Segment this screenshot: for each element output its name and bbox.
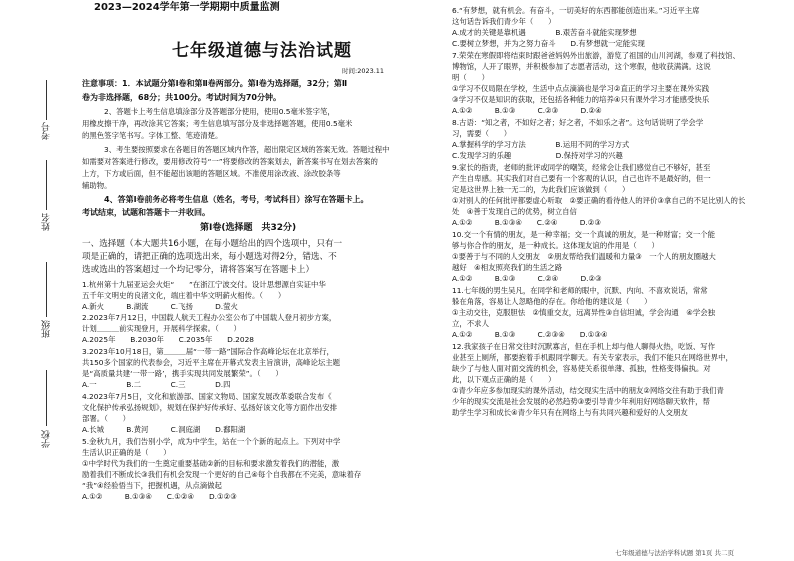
label-xingming: 姓名 xyxy=(42,213,52,231)
fill-line-xuexiao xyxy=(46,370,47,426)
option-line: C.发现学习的乐趣 D.保持对学习的兴趣 xyxy=(452,151,623,160)
option-line: A.掌握科学的学习方法 B.运用不同的学习方式 xyxy=(452,140,630,149)
question-line: 业甚至上厕所，都要抱着手机跟同学聊天。有关专家表示，我们不能只在网络世界中， xyxy=(452,353,733,362)
question-line: 7.荣荣在寒假即将结束时跟爸爸妈妈外出旅游，游览了祖国的山川河湖，参观了科技馆、 xyxy=(452,51,740,60)
option-line: A.①② B.①③④ C.①②④ D.①②③ xyxy=(82,492,237,501)
option-line: A.长城 B.黄河 C.洞庭湖 D.鄱阳湖 xyxy=(82,425,246,434)
question-line: 12.我家孩子在日常交往时沉默寡言，但在手机上却与他人聊得火热，吃饭、写作 xyxy=(452,342,716,351)
question-line: 部署。（ ） xyxy=(82,414,131,423)
question-line: ①学习不仅局限在学校，生活中点点滴滴也是学习②直正的学习主要在课外实践 xyxy=(452,84,710,93)
option-line: A.新火 B.湖流 C.飞扬 D.萤火 xyxy=(82,302,238,311)
question-line: 立，不求人 xyxy=(452,319,489,328)
question-line: 助学生学习和成长④青少年只有在网络上与有共同兴趣和爱好的人交朋友 xyxy=(452,408,688,417)
note-line: 的黑色签字笔书写。字体工整、笔迹清楚。 xyxy=(82,131,223,140)
exam-time: 时间:2023.11 xyxy=(342,67,385,75)
question-line: 躲在角落，容易让人忽略他的存在。你给他的建议是（ ） xyxy=(452,297,652,306)
right-column xyxy=(452,0,782,561)
label-banji: 班级 xyxy=(42,320,52,338)
question-line: 够与你合作的朋友，是一种成长。这体现友谊的作用是（ ） xyxy=(452,241,659,250)
question-line: 越好 ④相友照亮我们的生活之路 xyxy=(452,263,563,272)
exam-title: 2023—2024学年第一学期期中质量监测 xyxy=(94,2,280,13)
question-line: 定是这世界上独一无二的，为此我们应该做到（ ） xyxy=(452,185,630,194)
question-line: 1.杭州第十九届亚运会火炬“ ”在浙江宁波交付。设计思想源自实证中华 xyxy=(82,280,326,289)
question-line: 4.2023年7月5日，文化和旅游部、国家文物局、国家发展改革委联合发布《 xyxy=(82,392,332,401)
fill-line-xingming xyxy=(46,160,47,210)
question-line: 五千年文明史的良渚文化，端庄着中华文明薪火相传。（ ） xyxy=(82,291,286,300)
option-line: A.成才的关键是靠机遇 B.艰苦奋斗就能实现梦想 xyxy=(452,28,637,37)
question-line: ③学习不仅是知识的获取，还包括各种能力的培养④只有课外学习才能感受快乐 xyxy=(452,95,710,104)
note-line: 如需要对答案进行修改，要用修改符号“一”将要修改的答案划去，新答案书写在划去答案的 xyxy=(82,157,378,166)
subject-title: 七年级道德与法治试题 xyxy=(172,41,352,61)
note-line: 考试结束，试题和答题卡一并收回。 xyxy=(82,208,210,217)
question-line: ①中学时代为我们的一生奠定重要基础②新的目标和要求激发着我们的潜能，激 xyxy=(82,459,340,468)
label-kaohao: 考号 xyxy=(42,122,52,140)
question-line: 文化保护传承弘扬规划》，规划在保护好传承好、弘扬好该文化等方面作出安排 xyxy=(82,403,337,412)
note-line: 2、答题卡上考生信息填涂部分及答题部分使用，使用0.5毫米签字笔， xyxy=(104,107,335,116)
question-line: 5.金秋九月，我们告别小学，成为中学生，站在一个个新的起点上。下列对中学 xyxy=(82,437,341,446)
question-line: 励着我们不断成长③我们有机会发现一个更好的自己④每个自我都在不完美，意味着存 xyxy=(82,470,362,479)
note-line: 用橡皮擦干净，再改涂其它答案；考生信息填写部分及非选择题答题，使用0.5毫米 xyxy=(82,119,353,128)
note-line: 上方，下方或后面，但不能超出该题的答题区域。不准使用涂改液、涂改胶条等 xyxy=(82,169,341,178)
question-line: “我”④经验悟当下，把握机遇，从点滴做起 xyxy=(82,481,222,490)
option-line: A.一 B.二 C.三 D.四 xyxy=(82,380,231,389)
question-line: ①青少年应多参加现实的课外活动，结交现实生活中的朋友②网络交往有助于我们青 xyxy=(452,386,724,395)
question-line: ①对别人的任何批评都要虚心听取 ②要正确的看待他人的评价③拿自己的不足比别人的长 xyxy=(452,196,746,205)
question-line: 共150多个国家的代表参会，习近平主席在开幕式发表主旨演讲，高峰论坛主题 xyxy=(82,358,341,367)
question-line: 生活认识正确的是（ ） xyxy=(82,448,171,457)
note-line: 3、考生要按照要求在各题目的答题区域内作答，超出限定区域的答案无效。答题过程中 xyxy=(104,145,390,154)
fill-line-kaohao xyxy=(46,80,47,120)
question-line: 明（ ） xyxy=(452,73,489,82)
question-line: 6.“有梦想，就有机会。有奋斗，一切美好的东西都能创造出来。”习近平主席 xyxy=(452,6,700,15)
section-intro-line: 选或选出的答案超过一个均记零分，请将答案写在答题卡上） xyxy=(82,265,315,275)
option-line: A.①② B.①③ C.②④ D.②③ xyxy=(452,274,602,283)
option-line: A.①② B.①③ C.②③④ D.①③④ xyxy=(452,330,608,339)
label-xuexiao: 学校 xyxy=(42,430,52,448)
question-line: 3.2023年10月18日，第＿＿＿届“一带一路”国际合作高峰论坛在北京举行， xyxy=(82,347,334,356)
left-column xyxy=(82,0,442,561)
question-line: 10.交一个有情的朋友，是一种幸福；交一个真诚的朋友，是一种财富；交一个能 xyxy=(452,230,716,239)
question-line: 缺少了与他人面对面交流的机会，容易使关系很单薄、孤独，性格变得偏执。对 xyxy=(452,364,711,373)
note-line: 辅助物。 xyxy=(82,181,112,190)
question-line: 计划＿＿＿前实现登月，开展科学探索。（ ） xyxy=(82,324,241,333)
question-line: 少年的现实交流是社会发展的必然趋势③要引导青少年利用好网络聊天软件，帮 xyxy=(452,397,710,406)
question-line: 此，以下观点正确的是（ ） xyxy=(452,375,556,384)
question-line: 博物馆，人开了眼界，并积极参加了志愿者活动，这个寒假，他收获满满。这说 xyxy=(452,62,711,71)
page-footer: 七年级道德与法治学科试题 第1页 共二页 xyxy=(615,549,734,557)
option-line: C.要树立梦想，并为之努力奋斗 D.有梦想就一定能实现 xyxy=(452,39,645,48)
option-line: A.①② B.①③ C.②③ D.②④ xyxy=(452,106,602,115)
question-line: 是“高质量共建‘一带一路’，携手实现共同发展繁荣”。（ ） xyxy=(82,369,283,378)
question-line: 8.古语：“知之者，不如好之者；好之者，不如乐之者”。这句话说明了学会学 xyxy=(452,118,704,127)
question-line: ①主动交往，克服胆怯 ②慎重交友，远离异性③自信坦诚，学会沟通 ④学会独 xyxy=(452,308,716,317)
question-line: ①要善于与不同的人交朋友 ②朋友帮给我们温暖和力量③ 一个人的朋友圈越大 xyxy=(452,252,716,261)
question-line: 产生自卑感。其实我们对自己要有一个客观的认识，自己也许不是最好的，但一 xyxy=(452,174,711,183)
section-intro-line: 项是正确的，请把正确的选项选出来，每小题选对得2分，错选、不 xyxy=(82,252,337,262)
binding-strip xyxy=(0,0,60,561)
question-line: 习，需要（ ） xyxy=(452,129,512,138)
question-line: 9.家长的指责，老师的批评或同学的嘲笑，经常会让我们感觉自己不够好，甚至 xyxy=(452,163,711,172)
question-line: 处 ④善于发现自己的优势，树立自信 xyxy=(452,207,577,216)
note-line: 卷为非选择题，68分；共100分。考试时间为70分钟。 xyxy=(82,93,281,102)
question-line: 这句话告诉我们青少年（ ） xyxy=(452,17,556,26)
section-title: 第Ⅰ卷(选择题 共32分) xyxy=(200,223,297,233)
note-line: 4、答第Ⅰ卷前务必将考生信息（姓名，考号，考试科目）涂写在答题卡上。 xyxy=(104,195,369,204)
section-intro-line: 一、选择题（本大题共16小题，在每小题给出的四个选项中，只有一 xyxy=(82,239,343,249)
option-line: A.①② B.①③④ C.②④ D.②③ xyxy=(452,218,602,227)
question-line: 2.2023年7月12日，中国载人航天工程办公室公布了中国载人登月初步方案， xyxy=(82,313,337,322)
question-line: 11.七年级的男生吴凡，在同学和老师的眼中，沉默、内向、不喜欢说话，常常 xyxy=(452,286,708,295)
option-line: A.2025年 B.2030年 C.2035年 D.2028 xyxy=(82,335,254,344)
note-line: 注意事项：1．本试题分第Ⅰ卷和第Ⅱ卷两部分。第Ⅰ卷为选择题，32分；第Ⅱ xyxy=(82,79,348,88)
fill-line-banji xyxy=(46,262,47,317)
